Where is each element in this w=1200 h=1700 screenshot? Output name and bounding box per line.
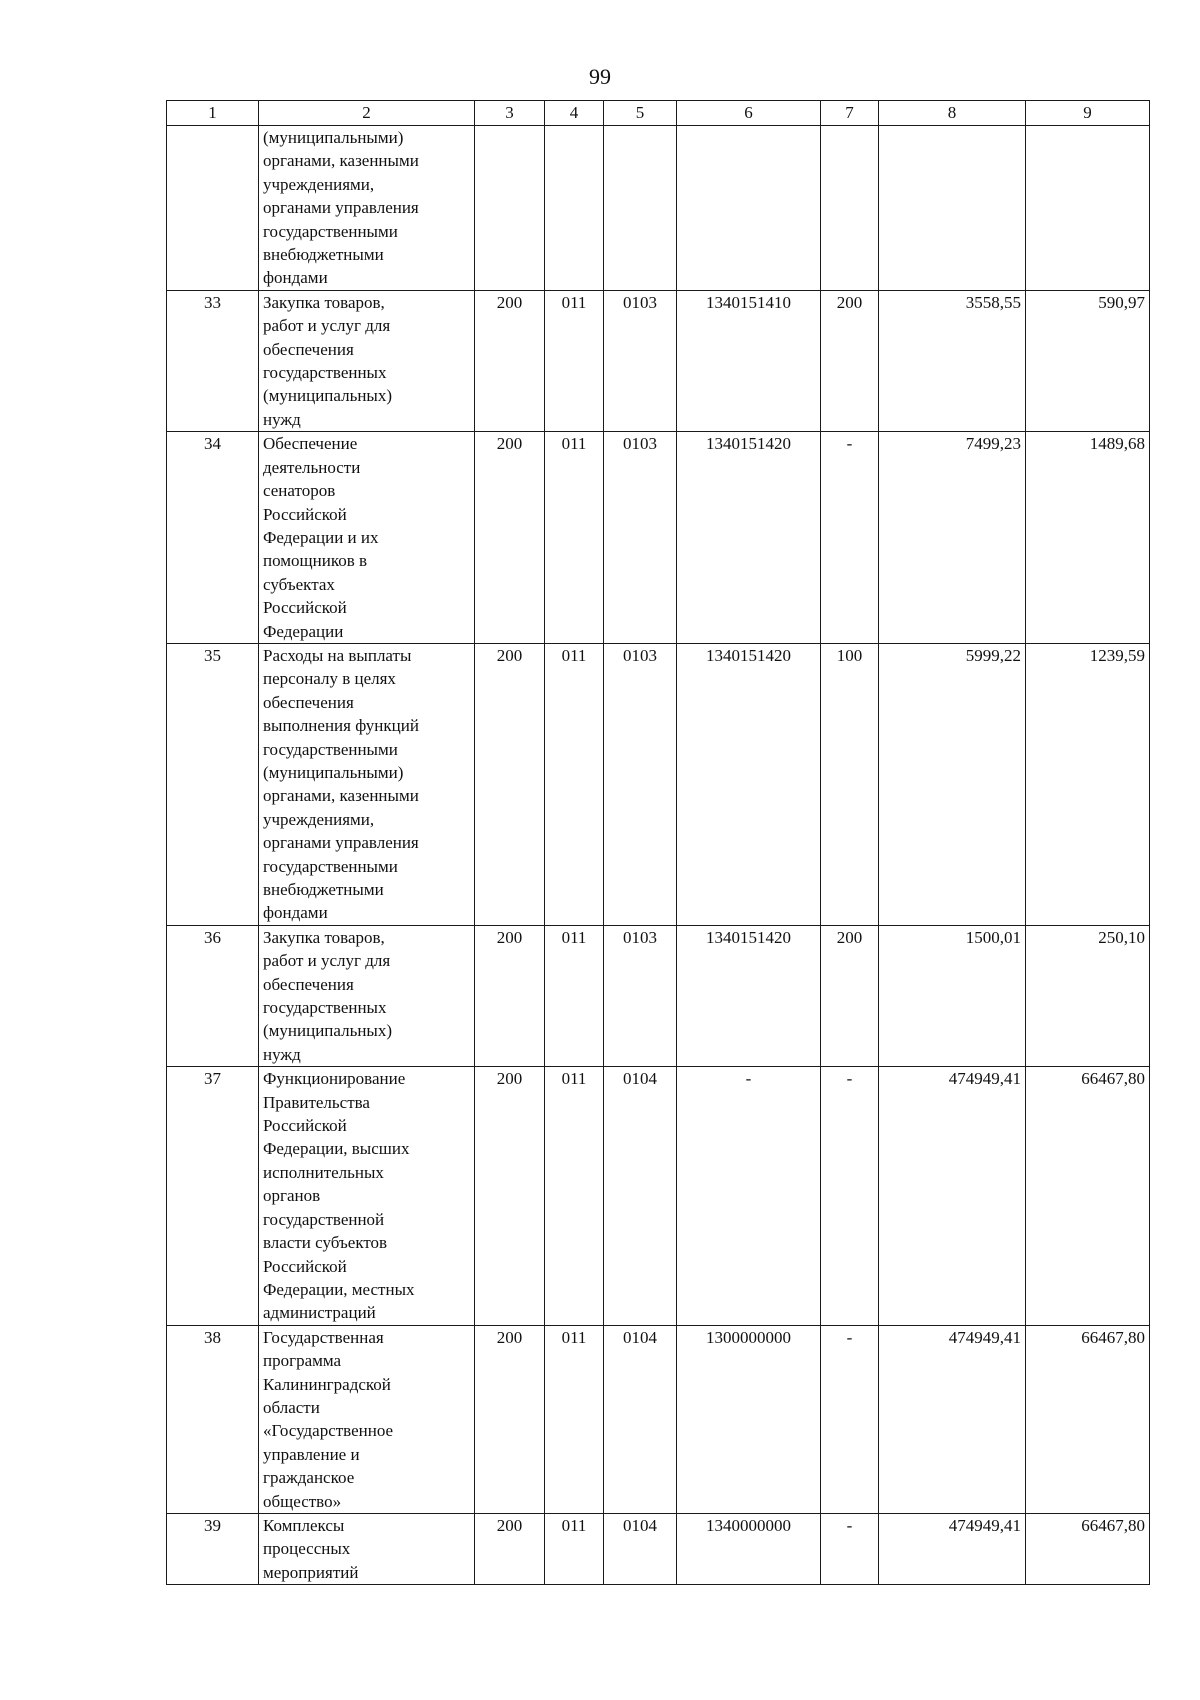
column-header: 6 <box>677 101 821 126</box>
column-7-cell <box>821 126 879 291</box>
column-8-amount-cell: 474949,41 <box>879 1513 1026 1584</box>
column-header: 2 <box>259 101 475 126</box>
column-3-cell: 200 <box>475 925 545 1066</box>
column-8-amount-cell: 3558,55 <box>879 290 1026 431</box>
table-row <box>167 1513 1150 1584</box>
column-8-amount-cell <box>879 126 1026 291</box>
column-5-cell: 0104 <box>604 1067 677 1325</box>
column-4-cell: 011 <box>545 1513 604 1584</box>
column-5-cell: 0103 <box>604 432 677 644</box>
column-6-cell: 1340151420 <box>677 643 821 925</box>
column-7-cell: - <box>821 1325 879 1513</box>
column-7-cell: - <box>821 1067 879 1325</box>
page-number: 99 <box>589 64 611 89</box>
table-row <box>167 925 1150 1066</box>
column-header: 7 <box>821 101 879 126</box>
column-5-cell: 0103 <box>604 643 677 925</box>
column-5-cell: 0103 <box>604 290 677 431</box>
row-number-cell: 35 <box>167 643 259 925</box>
column-4-cell: 011 <box>545 1325 604 1513</box>
row-number-cell: 39 <box>167 1513 259 1584</box>
column-header: 3 <box>475 101 545 126</box>
item-name-cell: (муниципальными) органами, казенными учреждениями, органами управления государственными внебюджетными фондами <box>259 126 475 291</box>
column-8-amount-cell: 5999,22 <box>879 643 1026 925</box>
column-7-cell: - <box>821 1513 879 1584</box>
row-number-cell: 33 <box>167 290 259 431</box>
column-header: 1 <box>167 101 259 126</box>
table-row <box>167 1067 1150 1325</box>
column-5-cell: 0104 <box>604 1513 677 1584</box>
column-9-amount-cell: 590,97 <box>1026 290 1150 431</box>
item-name-cell: Функционирование Правительства Российской Федерации, высших исполнительных органов государственной власти субъектов Российской Федерации, местных администраций <box>259 1067 475 1325</box>
column-4-cell: 011 <box>545 432 604 644</box>
item-name-cell: Государственная программа Калининградской области «Государственное управление и гражданское общество» <box>259 1325 475 1513</box>
column-6-cell: 1340151420 <box>677 432 821 644</box>
column-8-amount-cell: 474949,41 <box>879 1325 1026 1513</box>
column-4-cell: 011 <box>545 925 604 1066</box>
column-9-amount-cell: 66467,80 <box>1026 1325 1150 1513</box>
column-5-cell: 0104 <box>604 1325 677 1513</box>
column-4-cell: 011 <box>545 1067 604 1325</box>
row-number-cell: 37 <box>167 1067 259 1325</box>
column-header: 9 <box>1026 101 1150 126</box>
row-number-cell <box>167 126 259 291</box>
column-3-cell: 200 <box>475 1325 545 1513</box>
column-header: 8 <box>879 101 1026 126</box>
table-row <box>167 432 1150 644</box>
table-row <box>167 643 1150 925</box>
column-6-cell: 1340151420 <box>677 925 821 1066</box>
column-8-amount-cell: 1500,01 <box>879 925 1026 1066</box>
column-9-amount-cell: 1489,68 <box>1026 432 1150 644</box>
item-name-cell: Обеспечение деятельности сенаторов Российской Федерации и их помощников в субъектах Российской Федерации <box>259 432 475 644</box>
column-3-cell: 200 <box>475 643 545 925</box>
budget-table <box>166 100 1150 1585</box>
column-3-cell: 200 <box>475 290 545 431</box>
column-7-cell: 100 <box>821 643 879 925</box>
column-7-cell: 200 <box>821 290 879 431</box>
column-8-amount-cell: 474949,41 <box>879 1067 1026 1325</box>
table-row <box>167 126 1150 291</box>
item-name-cell: Расходы на выплаты персоналу в целях обеспечения выполнения функций государственными (муниципальными) органами, казенными учреждениями, органами управления государственными внебюджетными фондами <box>259 643 475 925</box>
table-body <box>167 126 1150 1585</box>
column-4-cell: 011 <box>545 290 604 431</box>
item-name-cell: Закупка товаров, работ и услуг для обеспечения государственных (муниципальных) нужд <box>259 925 475 1066</box>
row-number-cell: 36 <box>167 925 259 1066</box>
column-5-cell <box>604 126 677 291</box>
column-3-cell: 200 <box>475 1513 545 1584</box>
column-8-amount-cell: 7499,23 <box>879 432 1026 644</box>
table-row <box>167 290 1150 431</box>
row-number-cell: 38 <box>167 1325 259 1513</box>
column-9-amount-cell <box>1026 126 1150 291</box>
column-6-cell: 1340151410 <box>677 290 821 431</box>
column-header: 5 <box>604 101 677 126</box>
table-row <box>167 1325 1150 1513</box>
column-7-cell: 200 <box>821 925 879 1066</box>
column-3-cell: 200 <box>475 1067 545 1325</box>
column-4-cell: 011 <box>545 643 604 925</box>
column-4-cell <box>545 126 604 291</box>
column-7-cell: - <box>821 432 879 644</box>
column-9-amount-cell: 66467,80 <box>1026 1513 1150 1584</box>
column-3-cell: 200 <box>475 432 545 644</box>
column-6-cell: 1300000000 <box>677 1325 821 1513</box>
column-9-amount-cell: 250,10 <box>1026 925 1150 1066</box>
column-9-amount-cell: 1239,59 <box>1026 643 1150 925</box>
column-6-cell <box>677 126 821 291</box>
row-number-cell: 34 <box>167 432 259 644</box>
column-5-cell: 0103 <box>604 925 677 1066</box>
column-6-cell: 1340000000 <box>677 1513 821 1584</box>
header-row <box>167 101 1150 126</box>
column-3-cell <box>475 126 545 291</box>
item-name-cell: Закупка товаров, работ и услуг для обеспечения государственных (муниципальных) нужд <box>259 290 475 431</box>
column-6-cell: - <box>677 1067 821 1325</box>
column-header: 4 <box>545 101 604 126</box>
item-name-cell: Комплексы процессных мероприятий <box>259 1513 475 1584</box>
column-9-amount-cell: 66467,80 <box>1026 1067 1150 1325</box>
